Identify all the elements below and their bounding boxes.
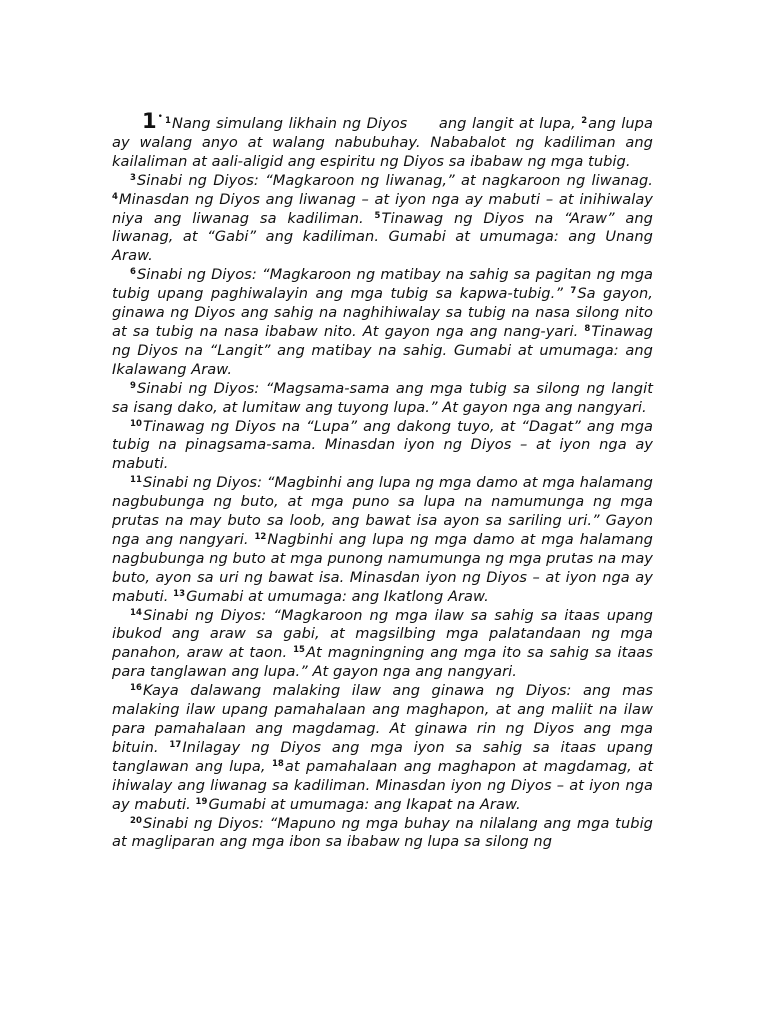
verse-number: 17 (169, 739, 182, 750)
paragraph (112, 474, 653, 606)
verse-text: Sinabi ng Diyos: “Magkaroon ng liwanag,” at nagkaroon ng liwanag. (136, 171, 653, 189)
verse-number: 7 (570, 286, 577, 297)
verse-text: Sinabi ng Diyos: “Magbinhi ang lupa ng mga damo at mga halamang nagbubunga ng buto, at mga puno sa lupa na namumunga ng mga prutas na may buto sa loob, ang bawat isa ayon sa sariling uri.” Gayon nga ang nangyari. (112, 474, 653, 548)
chapter-text (112, 108, 653, 852)
verse-number: 20 (130, 815, 142, 826)
paragraph (112, 266, 653, 379)
verse-number: 4 (112, 191, 118, 202)
verse-text: Sinabi ng Diyos: “Mapuno ng mga buhay na nilalang ang mga tubig at magliparan ang mga ibon sa ibabaw ng lupa sa silong ng (112, 814, 653, 851)
verse-number: 11 (130, 475, 142, 486)
verse-text: Sinabi ng Diyos: “Magkaroon ng matibay na sahig sa pagitan ng mga tubig upang paghiwalayin ang mga tubig sa kapwa-tubig.” (112, 266, 653, 303)
verse-number: 6 (130, 267, 136, 278)
verse-text: Inilagay ng Diyos ang mga iyon sa sahig sa itaas upang tanglawan ang lupa, (112, 738, 653, 775)
verse-number: 19 (195, 796, 208, 807)
verse-text: ang langit at lupa, (433, 115, 582, 132)
paragraph (112, 682, 653, 814)
verse-number: 5 (374, 210, 381, 221)
verse-number: 16 (130, 683, 142, 694)
paragraph-first (112, 108, 653, 172)
paragraph (112, 607, 653, 683)
verse-number: 12 (254, 531, 267, 542)
verse-text: Nang simulang likhain ng Diyos (172, 115, 408, 132)
verse-text: Minasdan ng Diyos ang liwanag – at iyon nga ay mabuti – at inihiwalay niya ang liwanag sa kadiliman. (112, 190, 653, 227)
verse-text: At magningning ang mga ito sa sahig sa itaas para tanglawan ang lupa.” At gayon nga ang nangyari. (112, 644, 653, 681)
verse-number: 8 (584, 323, 591, 334)
verse-number: 15 (293, 645, 306, 656)
verse-text: Sa gayon, ginawa ng Diyos ang sahig na naghihiwalay sa tubig na nasa silong nito at sa tubig na nasa ibabaw nito. At gayon nga ang nang-yari. (112, 285, 653, 340)
verse-number: 10 (130, 418, 142, 429)
verse-text: Tinawag ng Diyos na “Araw” ang liwanag, at “Gabi” ang kadiliman. Gumabi at umumaga: ang Unang Araw. (112, 209, 653, 265)
paragraph (112, 815, 653, 853)
paragraph (112, 380, 653, 418)
document-page (112, 108, 653, 852)
verse-number: 13 (173, 588, 186, 599)
verse-text: Gumabi at umumaga: ang Ikatlong Araw. (186, 587, 489, 605)
verse-text: Sinabi ng Diyos: “Magkaroon ng mga ilaw sa sahig sa itaas upang ibukod ang araw sa gabi, at magsilbing mga palatandaan ng mga panahon, araw at taon. (112, 606, 653, 662)
verse-text: Kaya dalawang malaking ilaw ang ginawa ng Diyos: ang mas malaking ilaw upang pamahalaan ang maghapon, at ang maliit na ilaw para pamahalaan ang magdamag. At ginawa rin ng Diyos ang mga bituin. (112, 682, 653, 756)
verse-number: 18 (271, 758, 284, 769)
verse-text: Tinawag ng Diyos na “Langit” ang matibay na sahig. Gumabi at umumaga: ang Ikalawang Araw. (112, 322, 653, 378)
verse-text: at pamahalaan ang maghapon at magdamag, at ihiwalay ang liwanag sa kadiliman. Minasdan iyon ng Diyos – at iyon nga ay mabuti. (112, 757, 653, 813)
verse-number: 2 (581, 116, 588, 126)
verse-text: Tinawag ng Diyos na “Lupa” ang dakong tuyo, at “Dagat” ang mga tubig na pinagsama-sama. Minasdan iyon ng Diyos – at iyon nga ay mabuti. (112, 417, 653, 473)
paragraph (112, 418, 653, 475)
paragraph (112, 172, 653, 267)
verse-text: ang lupa ay walang anyo at walang nabubuhay. Nababalot ng kadiliman ang kailaliman at aali-aligid ang espiritu ng Diyos sa ibabaw ng mga tubig. (112, 115, 653, 170)
verse-number: 1 (165, 116, 171, 126)
chapter-number: 1 (142, 109, 157, 133)
verse-text: Gumabi at umumaga: ang Ikapat na Araw. (208, 795, 521, 813)
verse-number: 14 (130, 607, 142, 618)
chapter-marker: • (157, 112, 164, 122)
verse-text: Nagbinhi ang lupa ng mga damo at mga halamang nagbubunga ng buto at mga punong namumunga ng mga prutas na may buto, ayon sa uri ng bawat isa. Minasdan iyon ng Diyos – at iyon nga ay mabuti. (112, 530, 653, 605)
verse-text: Sinabi ng Diyos: “Magsama-sama ang mga tubig sa silong ng langit sa isang dako, at lumitaw ang tuyong lupa.” At gayon nga ang nangyari. (112, 379, 653, 416)
verse-number: 9 (130, 380, 136, 391)
verse-number: 3 (130, 172, 136, 183)
